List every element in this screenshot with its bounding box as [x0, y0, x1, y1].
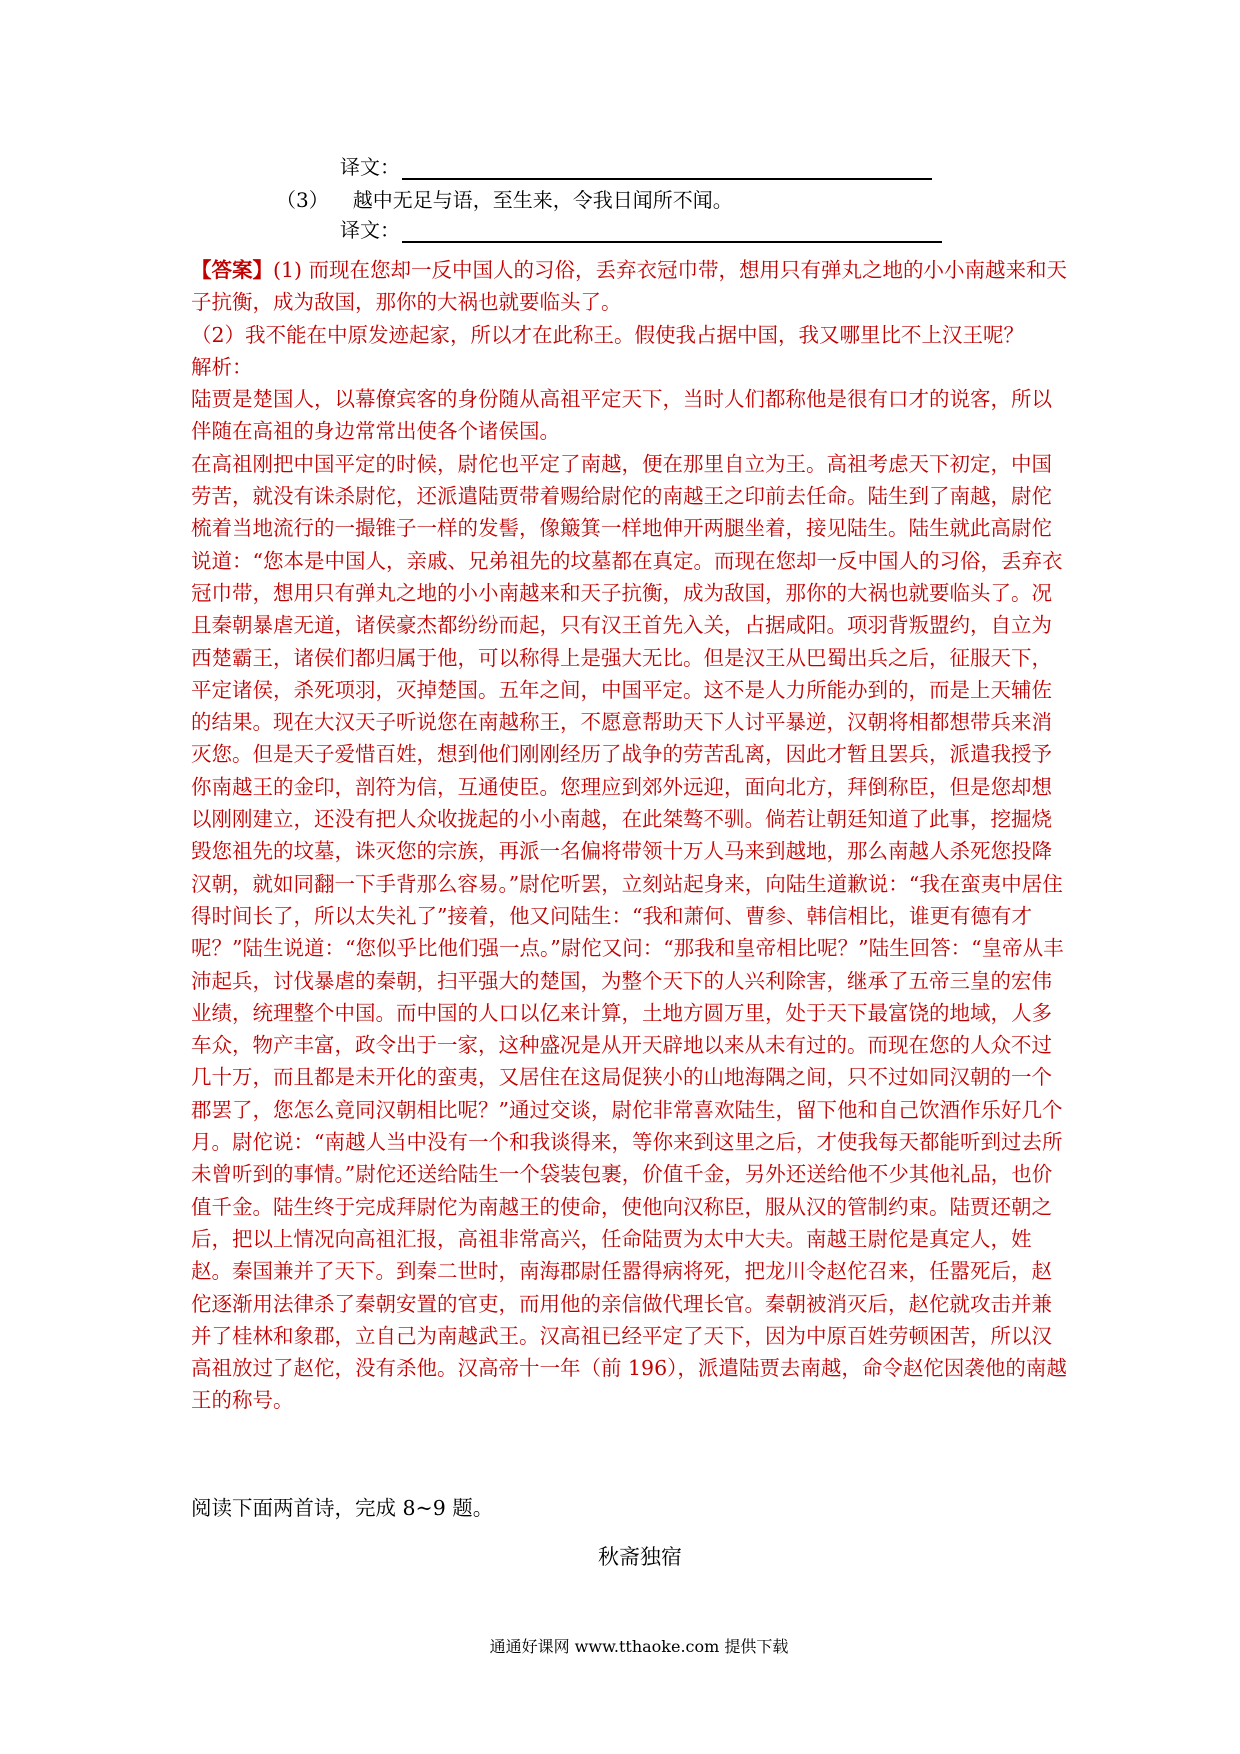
translation-label: 译文： — [340, 155, 400, 179]
item-text: 越中无足与语，至生来，令我日闻所不闻。 — [352, 188, 733, 212]
answer-item-1-text: (1) 而现在您却一反中国人的习俗，丢弃衣冠巾带，想用只有弹丸之地的小小南越来和天子抗衡，成为敌国，那你的大祸也就要临头了。 — [191, 258, 1068, 315]
translation-blank-2[interactable] — [402, 164, 932, 180]
answer-block — [191, 254, 1071, 1417]
analysis-label: 解析： — [191, 354, 253, 379]
answer-item-2: （2）我不能在中原发迹起家，所以才在此称王。假使我占据中国，我又哪里比不上汉王呢？ — [191, 322, 1025, 347]
item-number: （3） — [276, 188, 329, 212]
poem-title: 秋斋独宿 — [598, 1545, 682, 1569]
translation-blank-3[interactable] — [402, 227, 942, 243]
section-intro: 阅读下面两首诗，完成 8~9 题。 — [191, 1496, 494, 1520]
analysis-paragraph-2: 在高祖刚把中国平定的时候，尉佗也平定了南越，便在那里自立为王。高祖考虑天下初定，中国劳苦，就没有诛杀尉佗，还派遣陆贾带着赐给尉佗的南越王之印前去任命。陆生到了南越，尉佗梳着当地流行的一撮锥子一样的发髻，像簸箕一样地伸开两腿坐着，接见陆生。陆生就此高尉佗说道：“您本是中国人，亲戚、兄弟祖先的坟墓都在真定。而现在您却一反中国人的习俗，丢弃衣冠巾带，想用只有弹丸之地的小小南越来和天子抗衡，成为敌国，那你的大祸也就要临头了。况且秦朝暴虐无道，诸侯豪杰都纷纷而起，只有汉王首先入关，占据咸阳。项羽背叛盟约，自立为西楚霸王，诸侯们都归属于他，可以称得上是强大无比。但是汉王从巴蜀出兵之后，征服天下，平定诸侯，杀死项羽，灭掉楚国。五年之间，中国平定。这不是人力所能办到的，而是上天辅佐的结果。现在大汉天子听说您在南越称王，不愿意帮助天下人讨平暴逆，汉朝将相都想带兵来消灭您。但是天子爱惜百姓，想到他们刚刚经历了战争的劳苦乱离，因此才暂且罢兵，派遣我授予你南越王的金印，剖符为信，互通使臣。您理应到郊外远迎，面向北方，拜倒称臣，但是您却想以刚刚建立，还没有把人众收拢起的小小南越，在此桀骜不驯。倘若让朝廷知道了此事，挖掘烧毁您祖先的坟墓，诛灭您的宗族，再派一名偏将带领十万人马来到越地，那么南越人杀死您投降汉朝，就如同翻一下手背那么容易。”尉佗听罢，立刻站起身来，向陆生道歉说：“我在蛮夷中居住得时间长了，所以太失礼了”接着，他又问陆生：“我和萧何、曹参、韩信相比，谁更有德有才呢？”陆生说道：“您似乎比他们强一点。”尉佗又问：“那我和皇帝相比呢？”陆生回答：“皇帝从丰沛起兵，讨伐暴虐的秦朝，扫平强大的楚国，为整个天下的人兴利除害，继承了五帝三皇的宏伟业绩，统理整个中国。而中国的人口以亿来计算，土地方圆万里，处于天下最富饶的地域，人多车众，物产丰富，政令出于一家，这种盛况是从开天辟地以来从未有过的。而现在您的人众不过几十万，而且都是未开化的蛮夷，又居住在这局促狭小的山地海隅之间，只不过如同汉朝的一个郡罢了，您怎么竟同汉朝相比呢？”通过交谈，尉佗非常喜欢陆生，留下他和自己饮酒作乐好几个月。尉佗说：“南越人当中没有一个和我谈得来，等你来到这里之后，才使我每天都能听到过去所未曾听到的事情。”尉佗还送给陆生一个袋装包裹，价值千金，另外还送给他不少其他礼品，也价值千金。陆生终于完成拜尉佗为南越王的使命，使他向汉称臣，服从汉的管制约束。陆贾还朝之后，把以上情况向高祖汇报，高祖非常高兴，任命陆贾为太中大夫。南越王尉佗是真定人，姓赵。秦国兼并了天下。到秦二世时，南海郡尉任嚣得病将死，把龙川令赵佗召来，任嚣死后，赵佗逐渐用法律杀了秦朝安置的官吏，而用他的亲信做代理长官。秦朝被消灭后，赵佗就攻击并兼并了桂林和象郡，立自己为南越武王。汉高祖已经平定了天下，因为中原百姓劳顿困苦，所以汉高祖放过了赵佗，没有杀他。汉高帝十一年（前 196），派遣陆贾去南越，命令赵佗因袭他的南越王的称号。 — [191, 451, 1067, 1413]
translation-line-3 — [340, 217, 942, 243]
analysis-paragraph-1: 陆贾是楚国人，以幕僚宾客的身份随从高祖平定天下，当时人们都称他是很有口才的说客，所以伴随在高祖的身边常常出使各个诸侯国。 — [191, 387, 1052, 444]
translation-line-2 — [340, 154, 932, 180]
answer-item-1 — [191, 254, 1071, 319]
question-item-3 — [276, 187, 733, 213]
translation-label: 译文： — [340, 218, 400, 242]
answer-tag: 【答案】 — [191, 258, 273, 282]
page-footer: 通通好课网 www.tthaoke.com 提供下载 — [489, 1637, 789, 1656]
